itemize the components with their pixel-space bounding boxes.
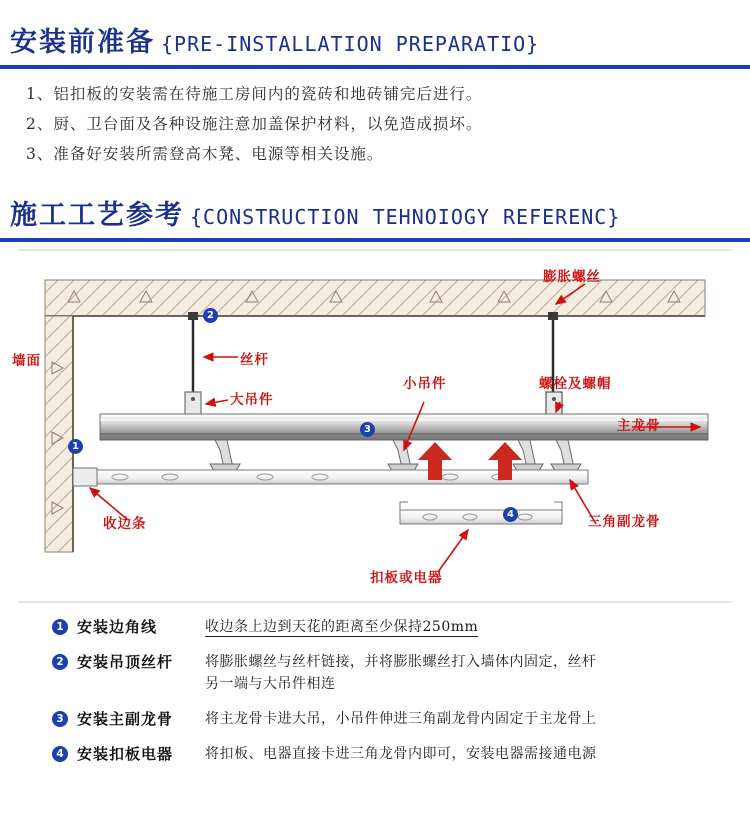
label-big-hanger: 大吊件 xyxy=(230,392,274,408)
section-title-cn-preinstallation: 安装前准备 xyxy=(10,27,155,58)
label-main-keel: 主龙骨 xyxy=(617,418,661,434)
step-desc-2 xyxy=(205,651,597,695)
step-desc-3 xyxy=(205,708,597,730)
section-header-construction xyxy=(0,187,750,242)
step-desc-4-line1: 将扣板、电器直接卡进三角龙骨内即可，安装电器需接通电源 xyxy=(205,746,597,762)
step-title-1: 安装边角线 xyxy=(77,618,158,636)
section-title-en-construction: {CONSTRUCTION TEHNOIOGY REFERENC} xyxy=(190,205,621,229)
step-desc-1 xyxy=(205,616,478,638)
step-title-4: 安装扣板电器 xyxy=(77,745,174,763)
step-title-3: 安装主副龙骨 xyxy=(77,710,174,728)
step-desc-2-line2: 另一端与大吊件相连 xyxy=(205,676,336,692)
preparation-item-3: 3、准备好安装所需登高木凳、电源等相关设施。 xyxy=(26,145,384,163)
step-row-4 xyxy=(52,743,750,765)
step-badge-3: 3 xyxy=(52,711,68,727)
label-threaded-rod: 丝杆 xyxy=(240,352,269,368)
section-title-en-preinstallation: {PRE-INSTALLATION PREPARATIO} xyxy=(161,32,540,56)
label-panel-or-appliance: 扣板或电器 xyxy=(370,570,443,586)
section-title-cn-construction: 施工工艺参考 xyxy=(10,200,184,231)
label-small-hanger: 小吊件 xyxy=(403,376,447,392)
section-header-preinstallation xyxy=(0,14,750,69)
label-triangle-sub-keel: 三角副龙骨 xyxy=(588,514,661,530)
step-badge-4: 4 xyxy=(52,746,68,762)
label-wall: 墙面 xyxy=(12,353,41,369)
steps-list xyxy=(0,612,750,765)
diagram-marker-4: 4 xyxy=(503,507,518,522)
label-expansion-screw: 膨胀螺丝 xyxy=(543,269,601,285)
diagram-marker-1: 1 xyxy=(68,439,83,454)
label-edge-strip: 收边条 xyxy=(103,516,147,532)
step-badge-2: 2 xyxy=(52,654,68,670)
preparation-list xyxy=(0,69,750,179)
step-row-3 xyxy=(52,708,750,730)
step-desc-4 xyxy=(205,743,597,765)
label-bolt-and-nut: 螺栓及螺帽 xyxy=(539,376,612,392)
diagram-marker-2: 2 xyxy=(203,308,218,323)
step-desc-1-line1: 收边条上边到天花的距离至少保持250mm xyxy=(205,619,479,635)
step-desc-2-line1: 将膨胀螺丝与丝杆链接，并将膨胀螺丝打入墙体内固定，丝杆 xyxy=(205,654,597,670)
step-desc-3-line1: 将主龙骨卡进大吊，小吊件伸进三角副龙骨内固定于主龙骨上 xyxy=(205,711,597,727)
diagram-marker-3: 3 xyxy=(360,422,375,437)
step-badge-1: 1 xyxy=(52,619,68,635)
installation-diagram xyxy=(0,242,750,612)
preparation-item-2: 2、厨、卫台面及各种设施注意加盖保护材料，以免造成损坏。 xyxy=(26,115,483,133)
step-row-1 xyxy=(52,616,750,638)
preparation-item-1: 1、铝扣板的安装需在待施工房间内的瓷砖和地砖铺完后进行。 xyxy=(26,85,483,103)
step-row-2 xyxy=(52,651,750,695)
step-title-2: 安装吊顶丝杆 xyxy=(77,653,174,671)
